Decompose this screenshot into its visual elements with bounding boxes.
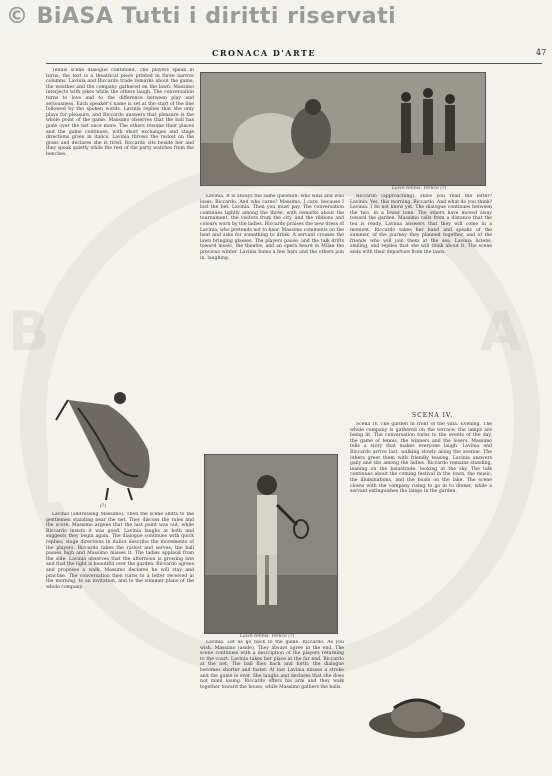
illustration-middle	[204, 454, 338, 634]
text-column-left-bottom	[46, 512, 194, 770]
paragraph: Lavinia. Let us go back to the game. Riccardo. As you wish. Massimo (aside). They always agree in the end. The scene continues with a description of the players returning to the court. Lavinia takes her place at the far end, Riccardo at the net. The ball flies back and forth; the dialogue becomes shorter and faster. At last Lavinia misses a stroke and the game is over. She laughs and declares that she does not mind losing. Riccardo offers his arm and they walk together toward the house, while Massimo gathers the balls.	[200, 640, 344, 690]
paragraph: Tennis scene dialogue continued. The players speak in turns; the text is a theatrical piece printed in three narrow columns. Lavinia and Riccardo trade remarks about the game, the weather and the company gathered on the lawn. Massimo interjects with jokes while the others laugh. The conversation turns to love and to the difference between play and seriousness. Each speaker's name is set at the start of the line followed by the spoken words. Lavinia replies that she only plays for pleasure, and Riccardo answers that pleasure is the whole point of the game. Massimo observes that the ball has gone over the net once more. The others resume their places and the game continues, with short exchanges and stage directions given in italics. Lavinia throws the racket on the grass and declares she is tired. Riccardo sits beside her and they speak quietly while the rest of the party watches from the benches.	[46, 68, 194, 157]
text-column-middle-b	[200, 640, 344, 770]
illustration-bottom-right	[364, 688, 470, 750]
text-column-left-top	[46, 68, 194, 370]
watermark-letter: B	[8, 300, 50, 363]
caption-top: Lawn-tennis. Venice (?)	[392, 186, 447, 191]
text-column-right-top	[350, 194, 492, 404]
text-column-middle-a	[200, 194, 344, 444]
watermark-text: © BiASA Tutti i diritti riservati	[6, 4, 397, 29]
running-title: CRONACA D'ARTE	[212, 48, 317, 58]
illustration-top	[200, 72, 486, 186]
paragraph: Lavinia (addressing Massimo). Then the scene shifts to the gentlemen standing near the net. They discuss the rules and the score. Massimo argues that the last point was out, while Riccardo insists it was good. Lavinia laughs at both and suggests they begin again. The dialogue continues with quick replies; stage directions in italics describe the movements of the players. Riccardo takes the racket and serves; the ball passes high and Massimo misses it. The ladies applaud from the side. Lavinia observes that the afternoon is growing late and that the light is beautiful over the garden. Riccardo agrees and proposes a walk. Massimo declares he will stay and practise. The conversation then turns to a letter received in the morning, to an invitation, and to the summer plans of the whole company.	[46, 512, 194, 590]
caption-middle: Lawn-tennis. Venice (?)	[240, 634, 295, 639]
paragraph: Lavinia. It is always the same question: who wins and who loses. Riccardo. And who cares? Massimo. I care, because I lost the bet. Lavinia. Then you must pay. The conversation continues lightly among the three, with remarks about the tournament, the visitors from the city, and the ribbons and colours worn by the ladies. Riccardo praises the new dress of Lavinia, who pretends not to hear. Massimo comments on the heat and asks for something to drink. A servant crosses the lawn bringing glasses. The players pause, and the talk drifts toward music, the theatre, and an opera heard in Milan the previous winter. Lavinia hums a few bars and the others join in, laughing.	[200, 194, 344, 261]
header-rule	[46, 63, 542, 64]
text-column-right-bottom	[350, 422, 492, 684]
figure-standing-drawing	[205, 455, 337, 633]
illustration-figure	[48, 380, 168, 502]
paragraph: Scena IV. The garden in front of the villa. Evening. The whole company is gathered on the terrace; the lamps are being lit. The conversation turns to the events of the day, the game of tennis, the winners and the losers. Massimo tells a story that makes everyone laugh. Lavinia and Riccardo arrive last, walking slowly along the avenue. The others greet them with friendly teasing. Lavinia answers gaily and sits among the ladies. Riccardo remains standing, leaning on the balustrade, looking at the sky. The talk continues about the coming festival in the town, the music, the illuminations, and the boats on the lake. The scene closes with the company rising to go in to dinner, while a servant extinguishes the lamps in the garden.	[350, 422, 492, 495]
caption-figure: (?)	[100, 504, 107, 509]
page-header	[0, 48, 552, 62]
page-number: 47	[536, 48, 547, 57]
tennis-scene-drawing	[201, 73, 485, 185]
paragraph: Riccardo (approaching). Have you read the letter? Lavinia. Yes, this morning. Riccardo. And what do you think? Lavinia. I do not know yet. The dialogue continues between the two, in a lower tone. The others have moved away toward the garden. Massimo calls from a distance that the tea is ready. Lavinia answers that they will come in a moment. Riccardo takes her hand and speaks of the summer, of the journey they planned together, and of the friends who will join them at the sea. Lavinia listens, smiling, and replies that she will think about it. The scene ends with their departure from the lawn.	[350, 194, 492, 255]
figure-drawing	[48, 380, 168, 502]
section-heading: SCENA IV.	[412, 412, 454, 419]
watermark-letter: A	[480, 300, 522, 363]
hat-drawing	[364, 688, 470, 750]
